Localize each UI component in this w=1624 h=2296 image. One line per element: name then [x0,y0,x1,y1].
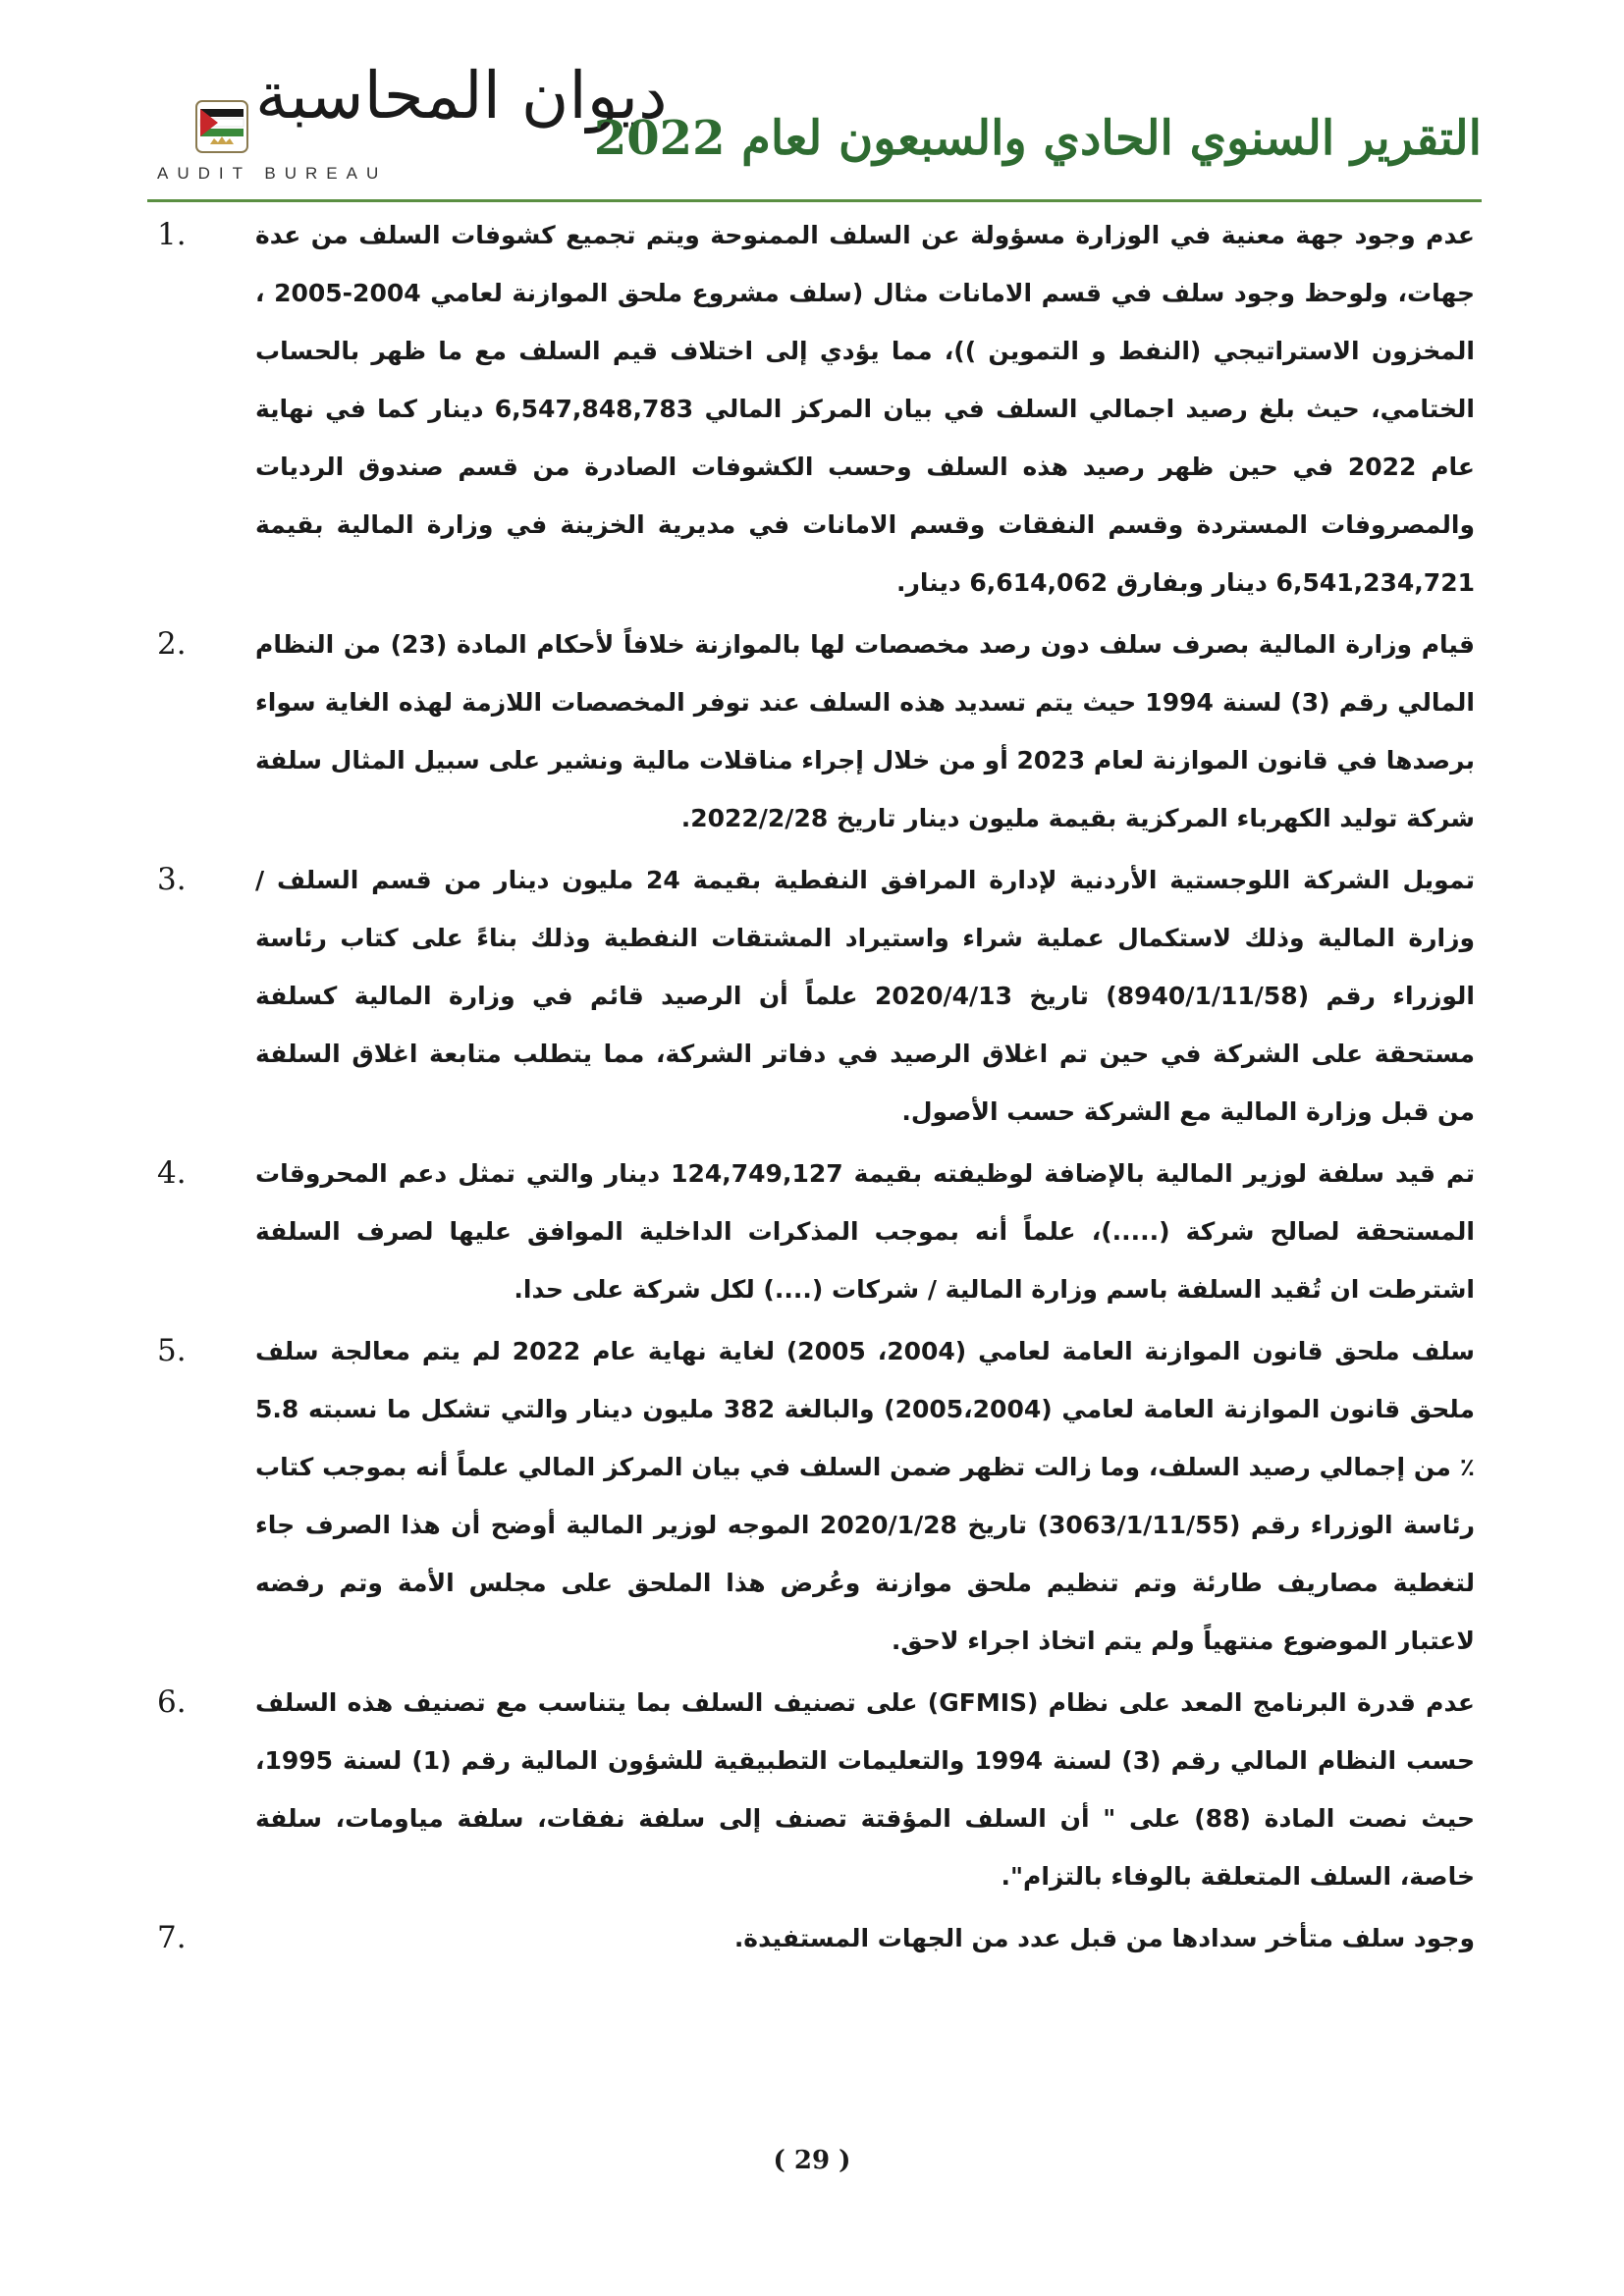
item-text: سلف ملحق قانون الموازنة العامة لعامي (2004، 2005) لغاية نهاية عام 2022 لم يتم معالجة سلف ملحق قانون الموازنة العامة لعامي (2005،2004) والبالغة 382 مليون دينار والتي تشكل ما نسبته 5.8 ٪ من إجمالي رصيد السلف، وما زالت تظهر ضمن السلف في بيان المركز المالي علماً أنه بموجب كتاب رئاسة الوزراء رقم (3063/1/11/55) تاريخ 2020/1/28 الموجه لوزير المالية أوضح أن هذا الصرف جاء لتغطية مصاريف طارئة وتم تنظيم ملحق موازنة وعُرض هذا الملحق على مجلس الأمة وتم رفضه لاعتبار الموضوع منتهياً ولم يتم اتخاذ اجراء لاحق. [255,1337,1475,1655]
list-item [157,206,1476,612]
item-number: 4. [157,1155,187,1191]
list-item [157,1145,1475,1318]
item-number: 5. [157,1333,187,1368]
findings-list [157,206,1476,1971]
item-text: وجود سلف متأخر سدادها من قبل عدد من الجهات المستفيدة. [733,1924,1475,1952]
jordan-crown-emblem-icon [194,99,249,154]
item-number: 6. [157,1684,187,1720]
list-item [157,615,1475,847]
item-number: 2. [157,626,187,662]
item-text: عدم قدرة البرنامج المعد على نظام (GFMIS) على تصنيف السلف بما يتناسب مع تصنيف هذه السلف حسب النظام المالي رقم (3) لسنة 1994 والتعليمات التطبيقية للشؤون المالية رقم (1) لسنة 1995، حيث نصت المادة (88) على " أن السلف المؤقتة تصنف إلى سلفة نفقات، سلفة مياومات، سلفة خاصة، السلف المتعلقة بالوفاء بالتزام". [255,1688,1476,1891]
list-item [157,1674,1476,1905]
page-number: ( 29 ) [773,2146,851,2175]
report-title: التقرير السنوي الحادي والسبعون لعام 2022 [593,111,1482,166]
item-text: قيام وزارة المالية بصرف سلف دون رصد مخصصات لها بالموازنة خلافاً لأحكام المادة (23) من النظام المالي رقم (3) لسنة 1994 حيث يتم تسديد هذه السلف عند توفر المخصصات اللازمة لهذه الغاية سواء برصدها في قانون الموازنة لعام 2023 أو من خلال إجراء مناقلات مالية ونشير على سبيل المثال سلفة شركة توليد الكهرباء المركزية بقيمة مليون دينار تاريخ 2022/2/28. [255,630,1475,832]
list-item [157,1909,1475,1967]
item-number: 7. [157,1920,187,1955]
item-number: 3. [157,862,187,897]
header-divider [147,199,1482,202]
list-item [157,1322,1475,1670]
audit-bureau-logo [147,54,668,191]
item-text: عدم وجود جهة معنية في الوزارة مسؤولة عن السلف الممنوحة ويتم تجميع كشوفات السلف من عدة جهات، ولوحظ وجود سلف في قسم الامانات مثال (سلف مشروع ملحق الموازنة لعامي 2004-2005 ، المخزون الاستراتيجي (النفط و التموين ))، مما يؤدي إلى اختلاف قيم السلف مع ما ظهر بالحساب الختامي، حيث بلغ رصيد اجمالي السلف في بيان المركز المالي 6,547,848,783 دينار كما في نهاية عام 2022 في حين ظهر رصيد هذه السلف وحسب الكشوفات الصادرة من قسم صندوق الرديات والمصروفات المستردة وقسم النفقات وقسم الامانات في مديرية الخزينة في وزارة المالية بقيمة 6,541,234,721 دينار وبفارق 6,614,062 دينار. [255,221,1476,597]
item-text: تم قيد سلفة لوزير المالية بالإضافة لوظيفته بقيمة 124,749,127 دينار والتي تمثل دعم المحروقات المستحقة لصالح شركة (.....)، علماً أنه بموجب المذكرات الداخلية الموافق عليها لصرف السلفة اشترطت ان تُقيد السلفة باسم وزارة المالية / شركات (....) لكل شركة على حدا. [255,1159,1475,1304]
page-header [147,54,1482,201]
list-item [157,851,1476,1141]
item-text: تمويل الشركة اللوجستية الأردنية لإدارة المرافق النفطية بقيمة 24 مليون دينار من قسم السلف / وزارة المالية وذلك لاستكمال عملية شراء واستيراد المشتقات النفطية وذلك بناءً على كتاب رئاسة الوزراء رقم (8940/1/11/58) تاريخ 2020/4/13 علماً أن الرصيد قائم في وزارة المالية كسلفة مستحقة على الشركة في حين تم اغلاق الرصيد في دفاتر الشركة، مما يتطلب متابعة اغلاق السلفة من قبل وزارة المالية مع الشركة حسب الأصول. [255,866,1476,1126]
logo-latin-wordmark: AUDIT BUREAU [157,164,388,183]
logo-arabic-wordmark: ديوان المحاسبة [255,58,668,133]
item-number: 1. [157,217,187,252]
